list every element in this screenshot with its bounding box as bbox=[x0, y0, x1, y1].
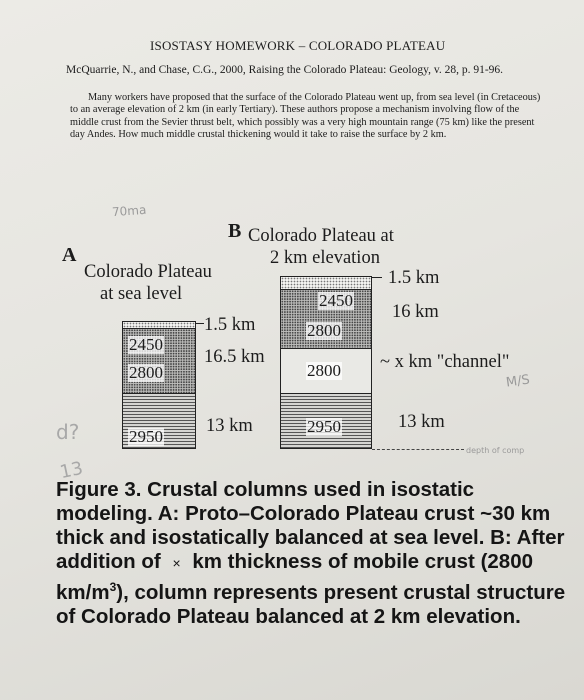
handwritten-note-mcs: M/S bbox=[505, 372, 531, 391]
citation: McQuarrie, N., and Chase, C.G., 2000, Raising the Colorado Plateau: Geology, v. 28, p. 91-96. bbox=[66, 64, 504, 76]
handwritten-note-70ma: 70ma bbox=[111, 202, 147, 220]
panel-b-density-2800-channel: 2800 bbox=[307, 361, 341, 380]
panel-b-density-2950: 2950 bbox=[307, 417, 341, 436]
panel-a-title-line2: at sea level bbox=[100, 284, 183, 304]
panel-a-thickness-lower: 13 km bbox=[206, 416, 253, 436]
page-title: ISOSTASY HOMEWORK – COLORADO PLATEAU bbox=[150, 38, 446, 53]
panel-b-upper-crust bbox=[280, 276, 372, 290]
panel-b-title-line2: 2 km elevation bbox=[270, 248, 380, 268]
panel-a-title-line1: Colorado Plateau bbox=[84, 262, 212, 282]
panel-b-density-2450: 2450 bbox=[319, 291, 353, 310]
panel-a-tick-top bbox=[196, 323, 204, 324]
problem-statement bbox=[70, 92, 550, 141]
panel-b-title-line1: Colorado Plateau at bbox=[248, 226, 394, 246]
panel-b-thickness-lower: 13 km bbox=[398, 412, 445, 432]
panel-b-tick-top bbox=[372, 277, 382, 278]
panel-a-density-2950: 2950 bbox=[129, 427, 163, 446]
panel-b-density-2800-middle: 2800 bbox=[307, 321, 341, 340]
handwritten-note-d: d? bbox=[56, 420, 80, 444]
figure-caption bbox=[56, 478, 566, 629]
panel-a-thickness-middle: 16.5 km bbox=[204, 347, 265, 367]
caption-text-part3: ), column represents present crustal structure of Colorado Plateau balanced at 2 km elevation. bbox=[56, 580, 566, 628]
panel-a-density-2800: 2800 bbox=[129, 363, 163, 382]
panel-b-thickness-middle: 16 km bbox=[392, 302, 439, 322]
panel-a-thickness-upper: 1.5 km bbox=[204, 315, 256, 335]
caption-text-part2: km thickness of mobile crust (2800 km/m bbox=[56, 550, 534, 604]
panel-a-letter: A bbox=[62, 244, 77, 266]
handwritten-note-depth: depth of comp bbox=[466, 446, 525, 455]
caption-x-symbol: × bbox=[172, 555, 181, 571]
problem-text: Many workers have proposed that the surface of the Colorado Plateau went up, from sea level (in Cretaceous) to an average elevation of 2 km (in early Tertiary). These authors propose a mechanism involving flow of the middle crust from the Sevier thrust belt, which possibly was a very high mountain range (75 km) like the present day Andes. How much middle crustal thickening would it take to raise the surface by 2 km. bbox=[70, 92, 541, 140]
panel-b-thickness-channel: ~ x km "channel" bbox=[380, 352, 510, 372]
caption-text-part1: Crustal columns used in isostatic modeling. A: Proto–Colorado Plateau crust ~30 km thick and isostatically balanced at sea level. B: After addition of bbox=[56, 478, 565, 573]
caption-label: Figure 3. bbox=[56, 478, 142, 501]
panel-b-thickness-upper: 1.5 km bbox=[388, 268, 440, 288]
panel-a-density-2450: 2450 bbox=[129, 335, 163, 354]
compensation-depth-line bbox=[372, 449, 464, 450]
panel-b-letter: B bbox=[228, 220, 242, 242]
handwritten-note-13: 13 bbox=[58, 457, 85, 484]
caption-superscript: 3 bbox=[109, 580, 117, 594]
